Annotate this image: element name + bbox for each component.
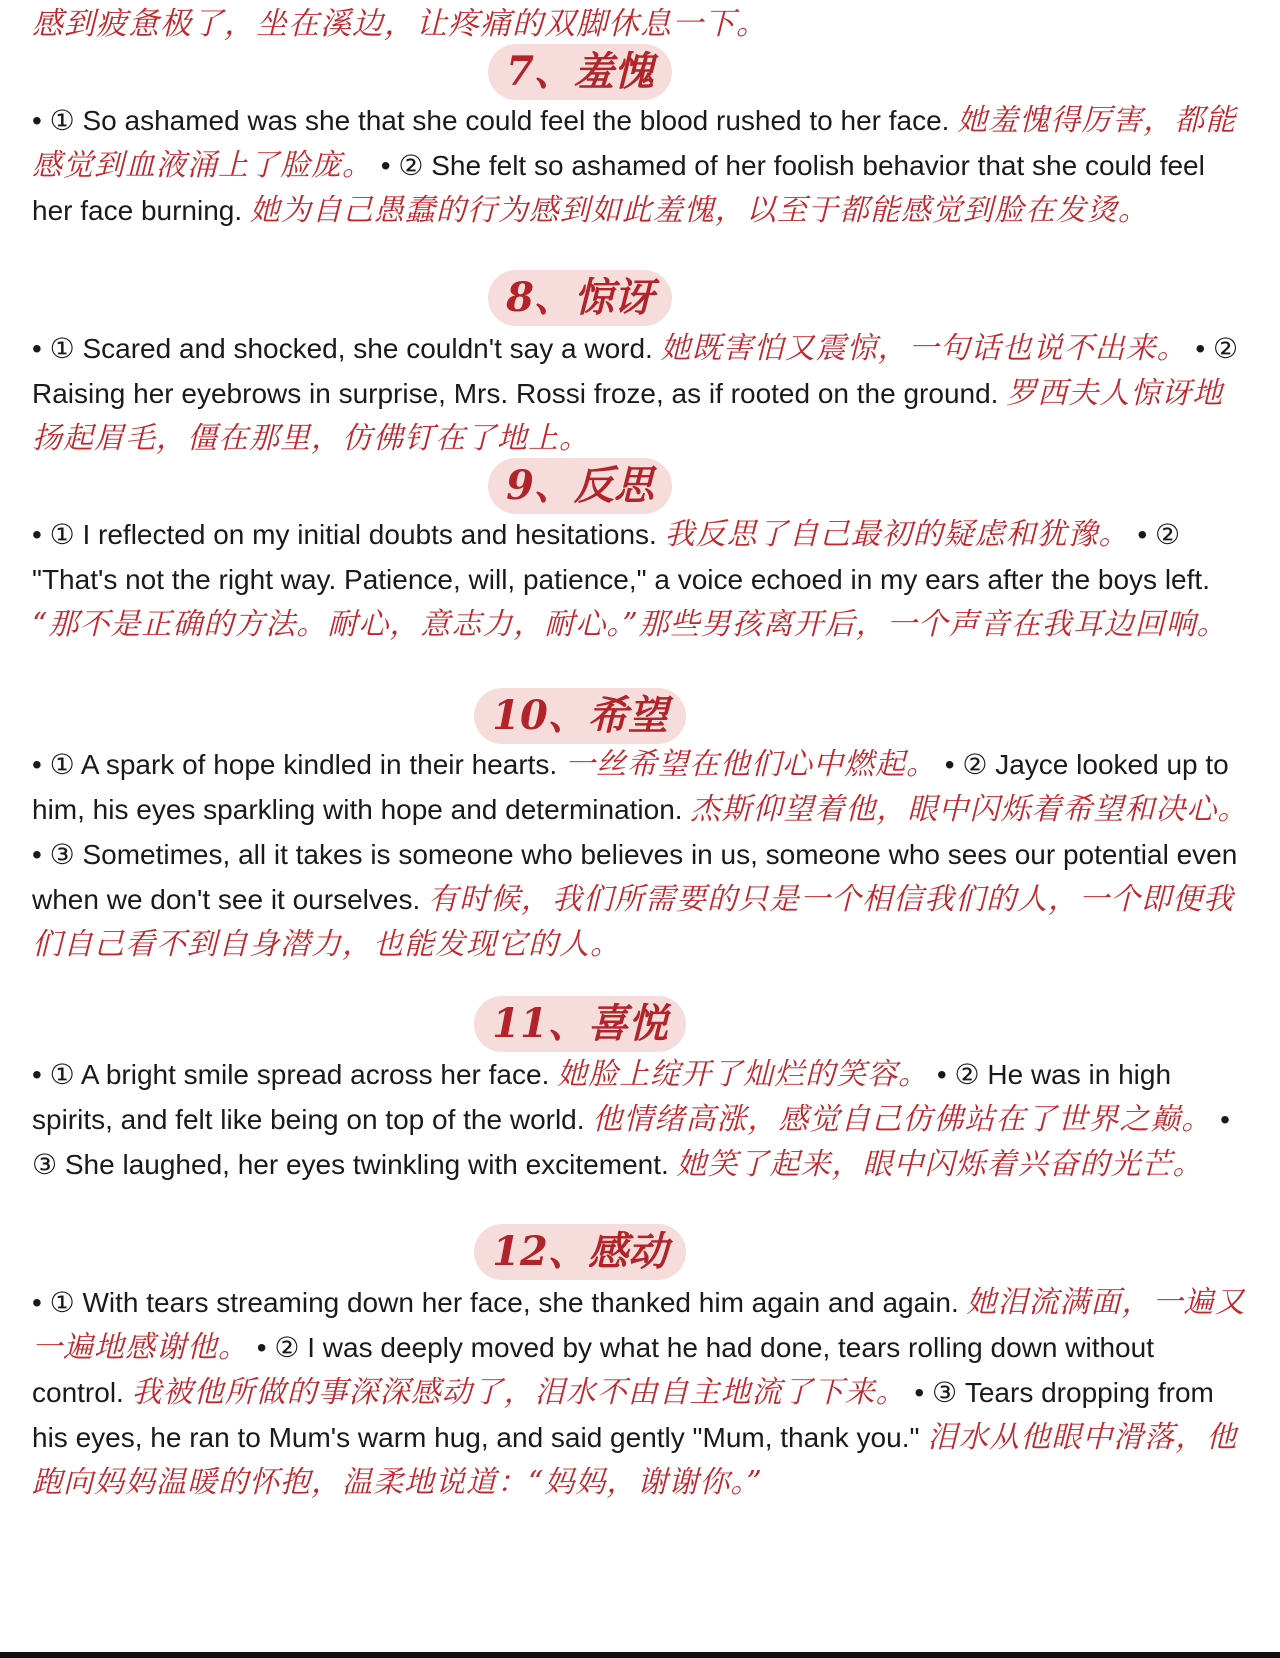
chinese-translation: 泪水从他眼中滑落，他跑向妈妈温暖的怀抱，温柔地说道：“妈妈，谢谢你。” [32,1420,1238,1500]
intro-line: 感到疲惫极了，坐在溪边，让疼痛的双脚休息一下。 [32,6,768,42]
english-sentence: • ② I was deeply moved by what he had done, tears rolling down without control. [32,1332,1154,1408]
english-sentence: • ① A bright smile spread across her face. [32,1059,558,1090]
chinese-translation: 她泪流满面，一遍又一遍地感谢他。 [32,1285,1246,1365]
chinese-translation: 她笑了起来，眼中闪烁着兴奋的光芒。 [676,1147,1204,1182]
english-sentence: • ③ Tears dropping from his eyes, he ran to Mum's warm hug, and said gently "Mum, thank you." [32,1377,1214,1453]
chinese-translation: 有时候，我们所需要的只是一个相信我们的人，一个即便我们自己看不到自身潜力，也能发现它的人。 [32,882,1235,962]
section-body-10 [32,742,1252,967]
english-sentence: • ② She felt so ashamed of her foolish behavior that she could feel her face burning. [32,150,1205,226]
section-heading: 8、惊讶 [488,270,672,326]
section-heading: 12、感动 [474,1224,686,1280]
chinese-translation: 他情绪高涨，感觉自己仿佛站在了世界之巅。 [592,1102,1213,1137]
english-sentence: • ② Raising her eyebrows in surprise, Mrs. Rossi froze, as if rooted on the ground. [32,333,1239,409]
english-sentence: • ① With tears streaming down her face, she thanked him again and again. [32,1287,967,1318]
section-title-7 [0,44,1160,100]
chinese-translation: 她既害怕又震惊，一句话也说不出来。 [660,331,1188,366]
section-title-8 [0,270,1160,326]
english-sentence: • ② Jayce looked up to him, his eyes sparkling with hope and determination. [32,749,1229,825]
english-sentence: • ② He was in high spirits, and felt like being on top of the world. [32,1059,1172,1135]
section-heading: 11、喜悦 [474,996,686,1052]
english-sentence: • ③ Sometimes, all it takes is someone who believes in us, someone who sees our potential even when we don't see it ourselves. [32,839,1238,915]
section-body-7 [32,98,1252,233]
chinese-translation: 一丝希望在他们心中燃起。 [564,747,937,782]
section-body-8 [32,326,1252,461]
chinese-translation: 我反思了自己最初的疑虑和犹豫。 [664,517,1130,552]
chinese-translation: 我被他所做的事深深感动了，泪水不由自主地流了下来。 [131,1375,907,1410]
chinese-translation: 杰斯仰望着他，眼中闪烁着希望和决心。 [690,792,1249,827]
section-body-11 [32,1052,1252,1187]
chinese-translation: 她脸上绽开了灿烂的笑容。 [557,1057,930,1092]
section-heading: 7、羞愧 [488,44,672,100]
english-sentence: • ② "That's not the right way. Patience, will, patience," a voice echoed in my ears after the boys left. [32,519,1210,595]
chinese-translation: 她羞愧得厉害，都能感觉到血液涌上了脸庞。 [32,103,1237,183]
section-body-9 [32,512,1252,647]
english-sentence: • ③ She laughed, her eyes twinkling with excitement. [32,1104,1230,1180]
chinese-translation: 她为自己愚蠢的行为感到如此羞愧，以至于都能感觉到脸在发烫。 [249,193,1149,228]
section-heading: 10、希望 [474,688,686,744]
chinese-translation: 罗西夫人惊讶地扬起眉毛，僵在那里，仿佛钉在了地上。 [32,376,1224,456]
english-sentence: • ① A spark of hope kindled in their hearts. [32,749,565,780]
chinese-translation: “那不是正确的方法。耐心，意志力，耐心。”那些男孩离开后，一个声音在我耳边回响。 [32,607,1228,642]
section-title-9 [0,458,1160,514]
english-sentence: • ① I reflected on my initial doubts and hesitations. [32,519,665,550]
english-sentence: • ① So ashamed was she that she could feel the blood rushed to her face. [32,105,958,136]
section-heading: 9、反思 [488,458,672,514]
section-title-11 [0,996,1160,1052]
section-body-12 [32,1280,1252,1505]
section-title-12 [0,1224,1160,1280]
bottom-border [0,1652,1280,1658]
section-title-10 [0,688,1160,744]
english-sentence: • ① Scared and shocked, she couldn't say a word. [32,333,661,364]
